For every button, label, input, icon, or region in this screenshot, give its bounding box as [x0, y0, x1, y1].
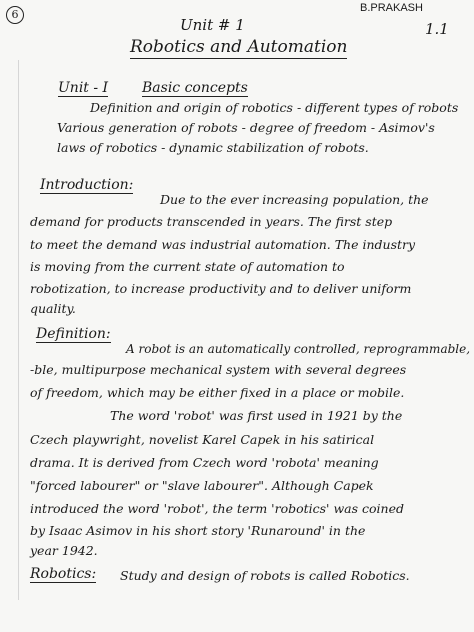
- definition-line: year 1942.: [30, 543, 98, 558]
- introduction-heading: Introduction:: [40, 177, 134, 193]
- unit-heading: Unit - I: [58, 80, 109, 96]
- definition-line: -ble, multipurpose mechanical system with several degrees: [30, 362, 407, 377]
- definition-line: "forced labourer" or "slave labourer". Although Capek: [30, 478, 374, 493]
- introduction-line: demand for products transcended in years. The first step: [30, 214, 393, 229]
- page-number: 1.1: [425, 20, 449, 38]
- definition-line: of freedom, which may be either fixed in a place or mobile.: [30, 385, 405, 400]
- basic-concepts-heading: Basic concepts: [142, 80, 248, 96]
- unit-label: Unit # 1: [180, 16, 245, 34]
- introduction-line: is moving from the current state of automation to: [30, 259, 345, 274]
- introduction-line: to meet the demand was industrial automation. The industry: [30, 237, 416, 252]
- robotics-definition: Study and design of robots is called Robotics.: [120, 568, 410, 583]
- definition-line: Czech playwright, novelist Karel Capek in his satirical: [30, 432, 375, 447]
- introduction-line: Due to the ever increasing population, the: [160, 192, 429, 207]
- definition-line: drama. It is derived from Czech word 'robota' meaning: [30, 455, 379, 470]
- robotics-heading: Robotics:: [30, 566, 97, 582]
- definition-line: introduced the word 'robot', the term 'robotics' was coined: [30, 501, 404, 516]
- introduction-line: robotization, to increase productivity and to deliver uniform: [30, 281, 412, 296]
- syllabus-line: Definition and origin of robotics - different types of robots: [90, 100, 459, 115]
- page-circle-number: 6: [6, 6, 24, 24]
- margin-line: [18, 60, 19, 600]
- definition-line: A robot is an automatically controlled, reprogrammable,: [126, 341, 471, 356]
- syllabus-line: laws of robotics - dynamic stabilization of robots.: [57, 140, 369, 155]
- author-name: B.PRAKASH: [360, 2, 423, 14]
- introduction-line: quality.: [30, 301, 76, 316]
- page-title: Robotics and Automation: [130, 37, 348, 57]
- definition-heading: Definition:: [36, 326, 111, 342]
- syllabus-line: Various generation of robots - degree of freedom - Asimov's: [57, 120, 435, 135]
- definition-line: The word 'robot' was first used in 1921 by the: [110, 408, 403, 423]
- definition-line: by Isaac Asimov in his short story 'Runaround' in the: [30, 523, 366, 538]
